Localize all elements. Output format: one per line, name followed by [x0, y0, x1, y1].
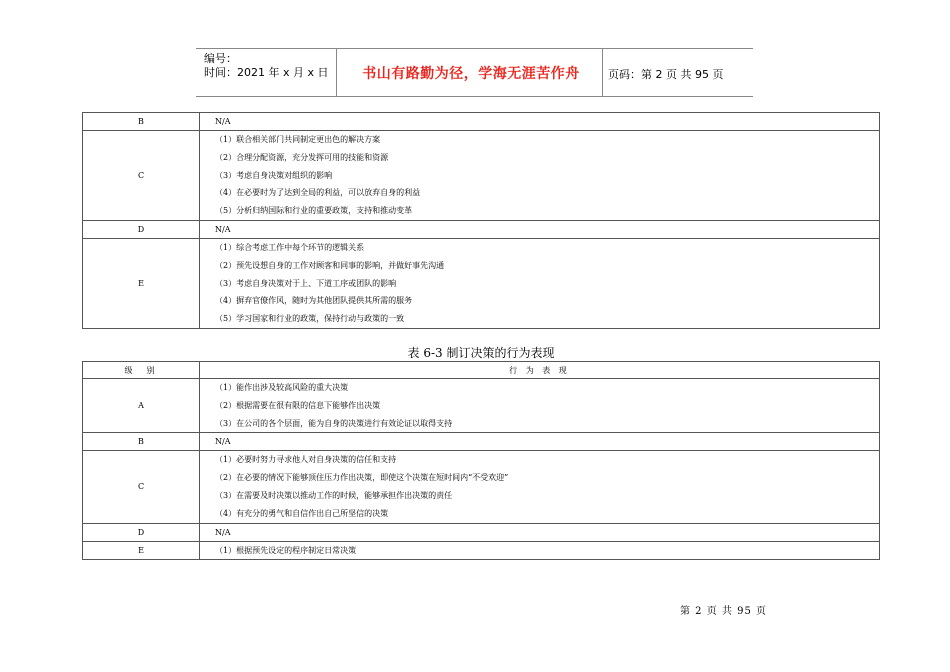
- behavior-item: N/A: [215, 527, 231, 537]
- level-cell: D: [83, 523, 200, 541]
- behavior-item: （2）在必要的情况下能够顶住压力作出决策，即使这个决策在短时间内“不受欢迎”: [215, 473, 509, 483]
- behavior-cell: [200, 220, 880, 238]
- header-page-code: 页码：第 2 页 共 95 页: [608, 68, 724, 81]
- column-header-behavior: 行 为 表 现: [200, 362, 880, 379]
- table-row: [83, 451, 880, 523]
- page-footer: 第 2 页 共 95 页: [680, 606, 767, 617]
- behavior-cell: [200, 433, 880, 451]
- decision-behavior-table: [82, 361, 880, 560]
- behavior-item: （2）预先设想自身的工作对顾客和同事的影响，并做好事先沟通: [215, 260, 445, 270]
- behavior-cell: [200, 451, 880, 523]
- behavior-cell: [200, 238, 880, 328]
- behavior-table-continued: [82, 112, 880, 329]
- behavior-item: （5）学习国家和行业的政策，保持行动与政策的一致: [215, 314, 405, 324]
- level-cell: E: [83, 541, 200, 559]
- table-row: [83, 220, 880, 238]
- column-header-level: 级 别: [83, 362, 200, 379]
- header-time: 时间：2021 年 x 月 x 日: [204, 66, 329, 79]
- behavior-item: （5）分析归纳国际和行业的重要政策，支持和推动变革: [215, 206, 413, 216]
- behavior-item: （3）在公司的各个层面，能为自身的决策进行有效论证以取得支持: [215, 418, 453, 428]
- behavior-item: （2）根据需要在很有限的信息下能够作出决策: [215, 400, 381, 410]
- table-caption: 表 6-3 制订决策的行为表现: [407, 346, 555, 360]
- behavior-item: N/A: [215, 224, 231, 234]
- behavior-item: （3）在需要及时决策以推动工作的时候，能够承担作出决策的责任: [215, 490, 453, 500]
- behavior-item: （3）考虑自身决策对组织的影响: [215, 170, 333, 180]
- behavior-item: （3）考虑自身决策对于上、下道工序或团队的影响: [215, 278, 397, 288]
- behavior-item: （4）有充分的勇气和自信作出自己所坚信的决策: [215, 508, 389, 518]
- level-cell: A: [83, 379, 200, 433]
- table-row: [83, 131, 880, 221]
- behavior-item: （1）能作出涉及较高风险的重大决策: [215, 383, 349, 392]
- behavior-item: （2）合理分配资源，充分发挥可用的技能和资源: [215, 152, 389, 162]
- header-top-rule: [196, 48, 753, 49]
- header-info: [204, 52, 329, 80]
- behavior-cell: [200, 131, 880, 221]
- behavior-item: N/A: [215, 437, 231, 447]
- behavior-cell: [200, 523, 880, 541]
- behavior-item: （1）联合相关部门共同制定更出色的解决方案: [215, 135, 381, 144]
- behavior-item: （1）必要时努力寻求他人对自身决策的信任和支持: [215, 455, 397, 465]
- behavior-item: （4）在必要时为了达到全局的利益，可以放弃自身的利益: [215, 188, 421, 198]
- level-cell: E: [83, 238, 200, 328]
- table-row: [83, 379, 880, 433]
- level-cell: B: [83, 433, 200, 451]
- table-row: [83, 238, 880, 328]
- behavior-cell: [200, 541, 880, 559]
- behavior-cell: [200, 113, 880, 131]
- table-row: [83, 541, 880, 559]
- header-divider-right: [602, 48, 603, 96]
- behavior-item: （1）根据预先设定的程序制定日常决策: [215, 545, 357, 555]
- header-number: 编号：: [204, 52, 237, 65]
- table-row: [83, 433, 880, 451]
- table-row: [83, 113, 880, 131]
- level-cell: B: [83, 113, 200, 131]
- level-cell: C: [83, 131, 200, 221]
- header-bottom-rule: [196, 96, 753, 97]
- header-divider-left: [336, 48, 337, 96]
- header-motto: 书山有路勤为径，学海无涯苦作舟: [362, 66, 580, 82]
- behavior-item: （1）综合考虑工作中每个环节的逻辑关系: [215, 242, 365, 252]
- table-row: [83, 523, 880, 541]
- behavior-item: （4）摒弃官僚作风，随时为其他团队提供其所需的服务: [215, 296, 413, 306]
- behavior-cell: [200, 379, 880, 433]
- behavior-item: N/A: [215, 117, 231, 126]
- level-cell: D: [83, 220, 200, 238]
- level-cell: C: [83, 451, 200, 523]
- table-header-row: [83, 362, 880, 379]
